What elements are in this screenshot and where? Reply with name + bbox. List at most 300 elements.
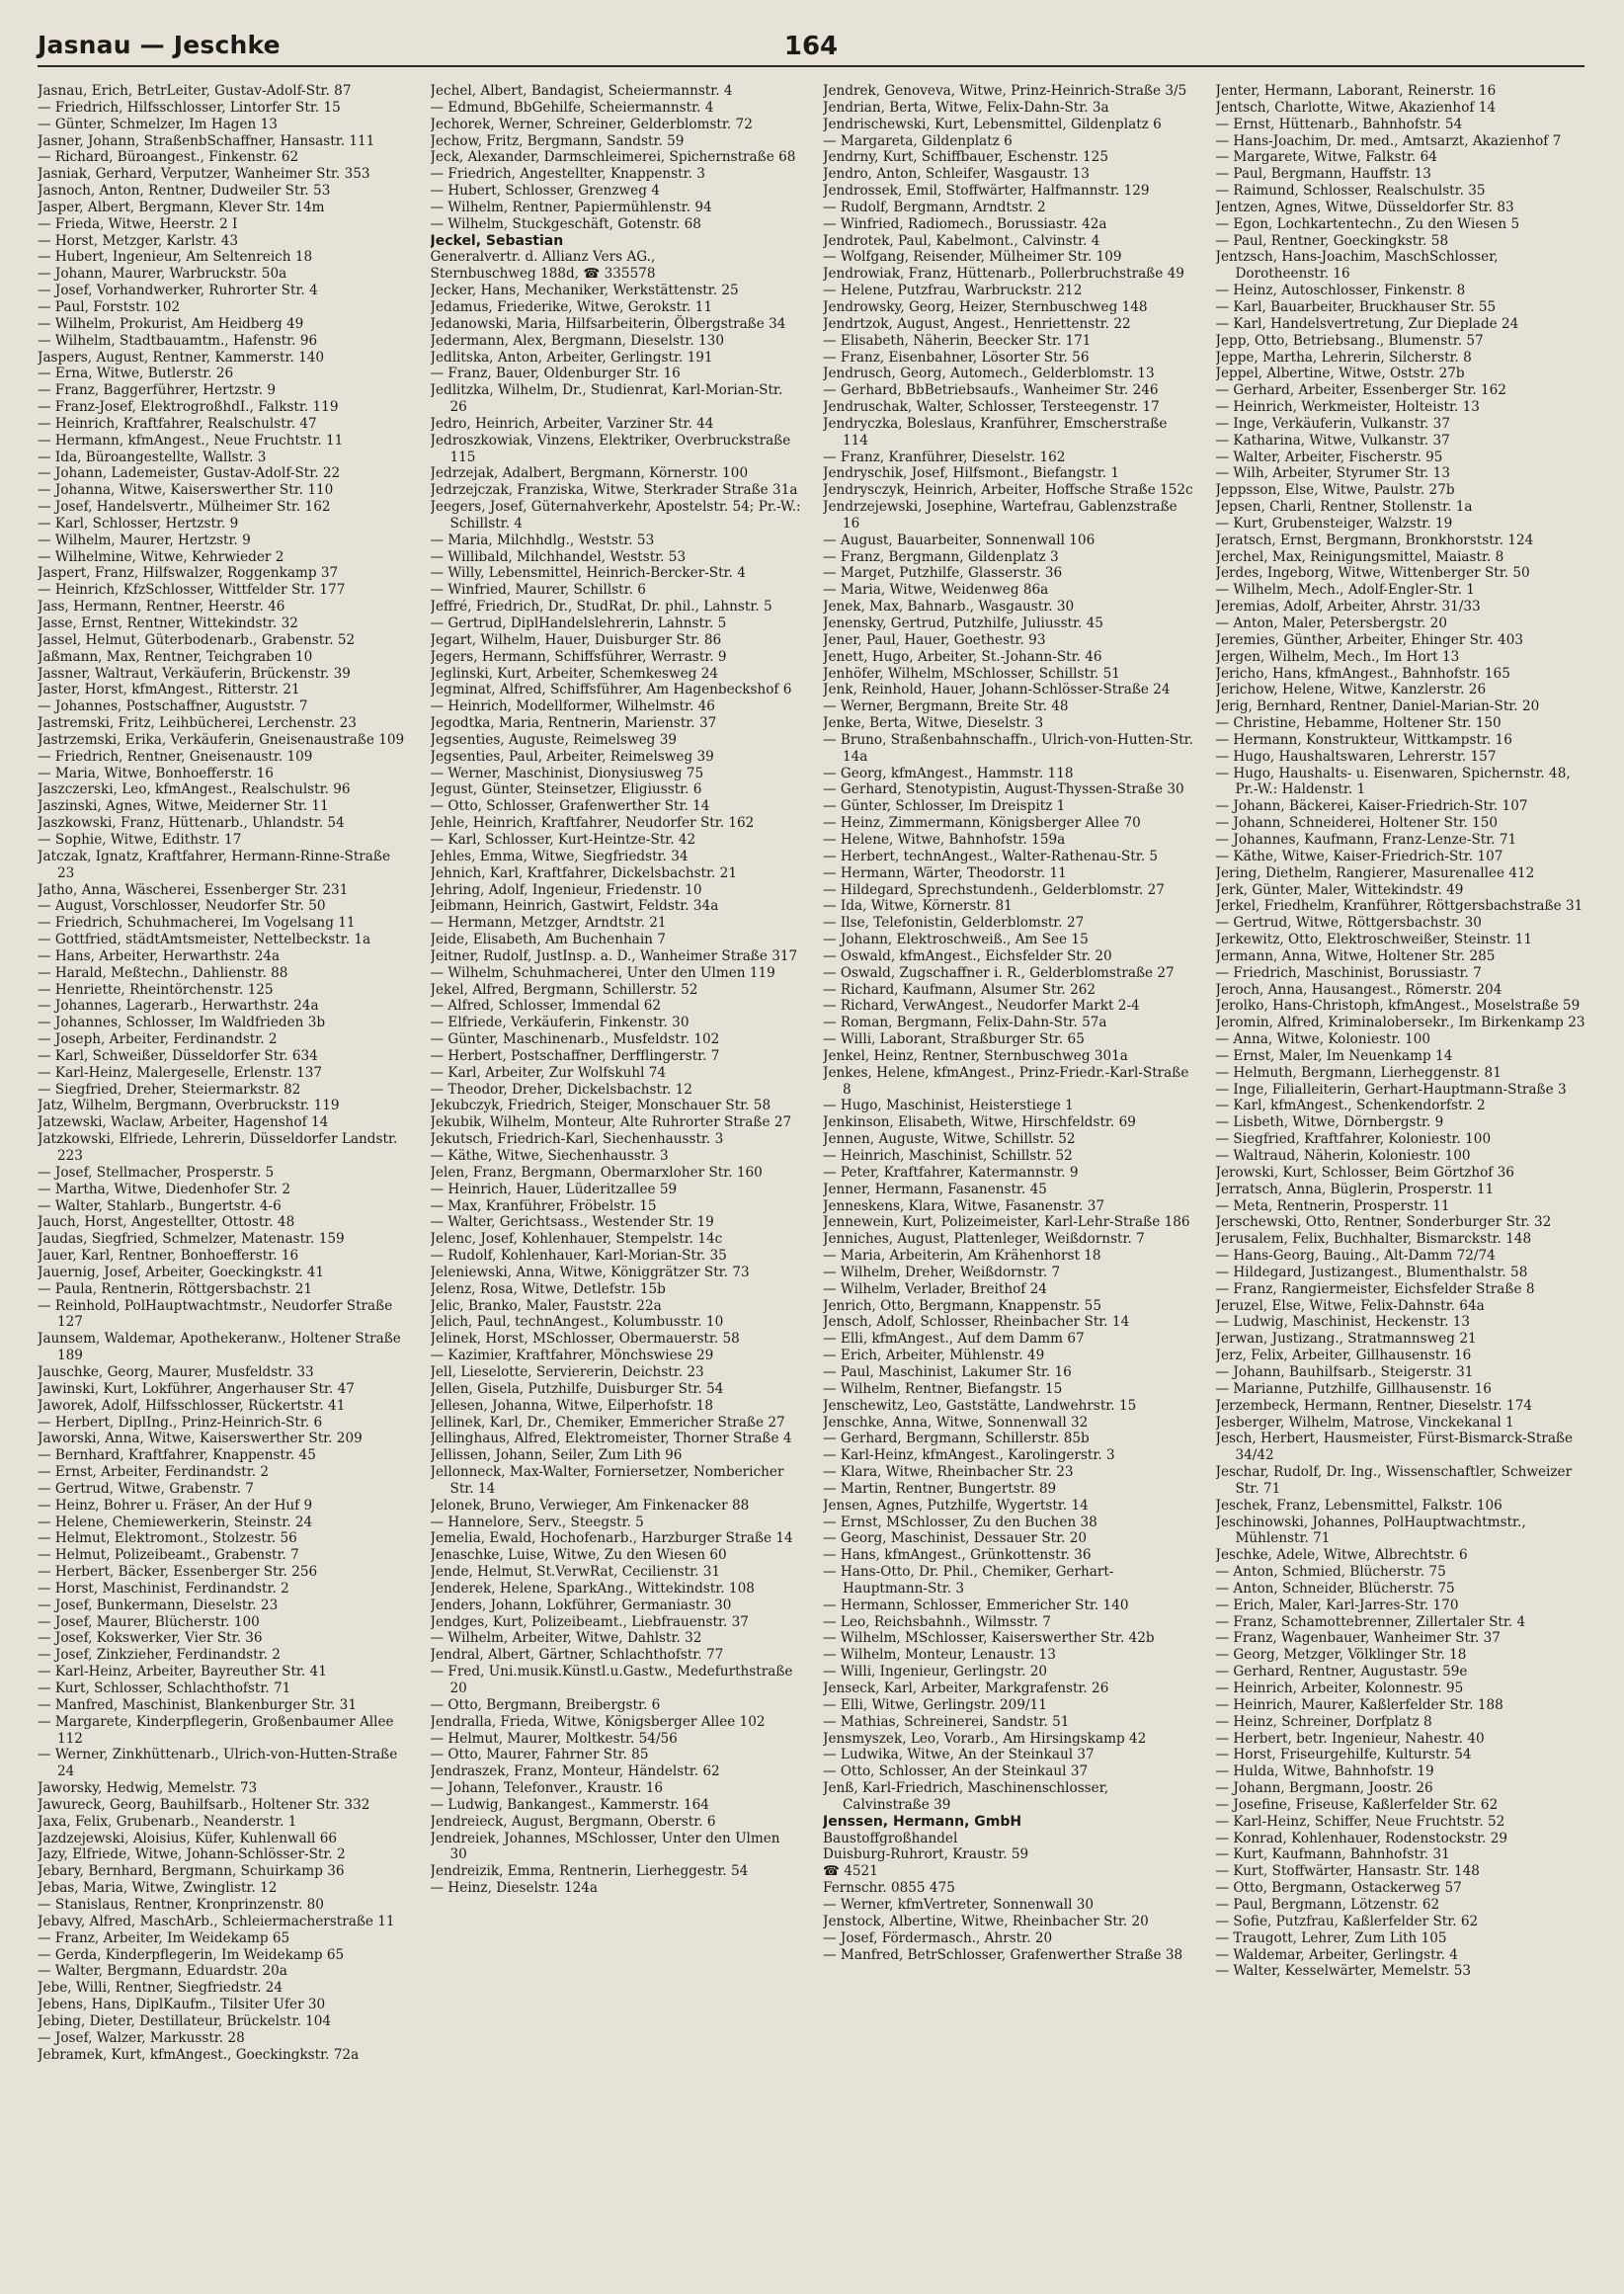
directory-entry: Jelenz, Rosa, Witwe, Detlefstr. 15b [430,1280,666,1297]
directory-entry: — Gerhard, Bergmann, Schillerstr. 85b [823,1431,1090,1447]
directory-entry: — Helmut, Polizeibeamt., Grabenstr. 7 [38,1547,299,1564]
directory-entry: Jehle, Heinrich, Kraftfahrer, Neudorfer Str. 162 [430,815,755,832]
directory-entry: Jendreizik, Emma, Rentnerin, Lierheggestr. 54 [430,1863,749,1880]
directory-entry: Jehnich, Karl, Kraftfahrer, Dickelsbachstr. 21 [430,864,737,881]
directory-entry: — Gerhard, Arbeiter, Essenberger Str. 162 [1215,382,1506,399]
directory-entry: — Paula, Rentnerin, Röttgersbachstr. 21 [38,1280,313,1297]
directory-entry: — Winfried, Maurer, Schillstr. 6 [430,582,646,599]
directory-entry: — Maria, Witwe, Bonhoefferstr. 16 [38,765,274,781]
directory-entry: Jatz, Wilhelm, Bergmann, Overbruckstr. 119 [38,1098,340,1114]
directory-entry: — Fred, Uni.musik.Künstl.u.Gastw., Medefurthstraße 20 [430,1664,793,1696]
directory-entry: Jendrischewski, Kurt, Lebensmittel, Gildenplatz 6 [823,116,1162,132]
directory-entry: Jehring, Adolf, Ingenieur, Friedenstr. 10 [430,881,702,898]
directory-entry: — Heinrich, Modellformer, Wilhelmstr. 46 [430,698,715,715]
directory-entry: Jeibmann, Heinrich, Gastwirt, Feldstr. 34a [430,898,719,915]
directory-entry: — Franz, Arbeiter, Im Weidekamp 65 [38,1929,290,1946]
directory-entry: — Werner, Maschinist, Dionysiusweg 75 [430,765,704,781]
directory-entry: Jenniches, August, Plattenleger, Weißdornstr. 7 [823,1231,1145,1248]
directory-entry: — Herbert, betr. Ingenieur, Nahestr. 40 [1215,1730,1485,1747]
directory-entry: — Wilhelm, Monteur, Lenaustr. 13 [823,1647,1056,1664]
directory-entry: Generalvertr. d. Allianz Vers AG., [430,249,656,266]
directory-entry: — Roman, Bergmann, Felix-Dahn-Str. 57a [823,1015,1107,1031]
directory-entry: — Inge, Verkäuferin, Vulkanstr. 37 [1215,415,1450,432]
directory-entry: Jensmyszek, Leo, Vorarb., Am Hirsingskamp 42 [823,1730,1147,1747]
directory-entry: Jekel, Alfred, Bergmann, Schillerstr. 52 [430,981,698,998]
directory-entry: — Gerda, Kinderpflegerin, Im Weidekamp 65 [38,1946,345,1963]
directory-entry: — Frieda, Witwe, Heerstr. 2 I [38,215,238,232]
directory-entry: — Franz, Bauer, Oldenburger Str. 16 [430,366,681,382]
directory-entry: Jerowski, Kurt, Schlosser, Beim Görtzhof 36 [1215,1164,1514,1181]
directory-entry: — Hermann, Konstrukteur, Wittkampstr. 16 [1215,731,1512,748]
directory-entry: Jedroszkowiak, Vinzens, Elektriker, Overbruckstraße 115 [430,432,791,465]
directory-entry: — Paul, Bergmann, Lötzenstr. 62 [1215,1896,1440,1913]
directory-entry: — Hermann, Wärter, Theodorstr. 11 [823,864,1067,881]
directory-entry: Jenneskens, Klara, Witwe, Fasanenstr. 37 [823,1197,1105,1214]
directory-entry: — Johann, Bergmann, Joostr. 26 [1215,1780,1433,1797]
directory-entry: — Raimund, Schlosser, Realschulstr. 35 [1215,183,1486,200]
directory-entry: — Heinz, Zimmermann, Königsberger Allee 70 [823,815,1141,832]
directory-entry: Jebens, Hans, DiplKaufm., Tilsiter Ufer 30 [38,1997,326,2013]
directory-entry: — Bruno, Straßenbahnschaffn., Ulrich-von-Hutten-Str. 14a [823,731,1193,765]
directory-entry: — Sofie, Putzfrau, Kaßlerfelder Str. 62 [1215,1913,1479,1929]
directory-entry: — Johannes, Kaufmann, Franz-Lenze-Str. 71 [1215,831,1517,848]
directory-entry: — Hannelore, Serv., Steegstr. 5 [430,1514,644,1530]
directory-entry: — Helene, Witwe, Bahnhofstr. 159a [823,831,1066,848]
directory-entry: — August, Bauarbeiter, Sonnenwall 106 [823,532,1096,548]
directory-entry: — Gerhard, BbBetriebsaufs., Wanheimer Str. 246 [823,382,1159,399]
directory-entry: — Josef, Handelsvertr., Mülheimer Str. 162 [38,499,331,516]
directory-entry: — Wilhelm, Verlader, Breithof 24 [823,1280,1047,1297]
directory-entry: — Hans, Arbeiter, Herwarthstr. 24a [38,947,281,964]
directory-entry: Jedlitzka, Wilhelm, Dr., Studienrat, Karl-Morian-Str. 26 [430,382,783,416]
directory-entry: — Georg, Metzger, Völklinger Str. 18 [1215,1647,1467,1664]
directory-entry: — Kurt, Stoffwärter, Hansastr. Str. 148 [1215,1863,1480,1880]
directory-entry: — Paul, Maschinist, Lakumer Str. 16 [823,1363,1072,1380]
directory-entry: — August, Vorschlosser, Neudorfer Str. 50 [38,898,326,915]
directory-entry: — Walter, Kesselwärter, Memelstr. 53 [1215,1963,1472,1980]
directory-entry: — Friedrich, Maschinist, Borussiastr. 7 [1215,964,1482,981]
directory-entry: — Edmund, BbGehilfe, Scheiermannstr. 4 [430,99,714,116]
directory-entry: — Franz, Wagenbauer, Wanheimer Str. 37 [1215,1630,1501,1647]
directory-entry: Jenkinson, Elisabeth, Witwe, Hirschfeldstr. 69 [823,1114,1136,1131]
directory-entry: — Franz, Baggerführer, Hertzstr. 9 [38,382,277,399]
directory-entry: — Werner, Zinkhüttenarb., Ulrich-von-Hutten-Straße 24 [38,1747,398,1780]
directory-entry: — Maria, Milchhdlg., Weststr. 53 [430,532,655,548]
directory-entry: — Oswald, kfmAngest., Eichsfelder Str. 20 [823,947,1112,964]
directory-entry: — Josef, Fördermasch., Ahrstr. 20 [823,1929,1053,1946]
directory-entry: — Meta, Rentnerin, Prosperstr. 11 [1215,1197,1450,1214]
directory-entry: — Richard, VerwAngest., Neudorfer Markt 2-4 [823,998,1140,1015]
directory-entry: Jendreieck, August, Bergmann, Oberstr. 6 [430,1813,716,1830]
directory-entry: — Willi, Laborant, Straßburger Str. 65 [823,1031,1085,1048]
directory-entry: ☎ 4521 [823,1863,878,1880]
directory-entry: Jenter, Hermann, Laborant, Reinerstr. 16 [1215,83,1497,99]
directory-entry: — Josef, Stellmacher, Prosperstr. 5 [38,1164,275,1181]
directory-entry: Jellinghaus, Alfred, Elektromeister, Thorner Straße 4 [430,1431,792,1447]
directory-entry: Jebas, Maria, Witwe, Zwinglistr. 12 [38,1880,278,1897]
directory-entry: Jerichow, Helene, Witwe, Kanzlerstr. 26 [1215,682,1487,698]
directory-entry: Jenke, Berta, Witwe, Dieselstr. 3 [823,715,1044,732]
directory-entry: Jeegers, Josef, Güternahverkehr, Apostelstr. 54; Pr.-W.: Schillstr. 4 [430,499,801,532]
directory-entry: — Horst, Metzger, Karlstr. 43 [38,232,239,249]
directory-entry: Jelen, Franz, Bergmann, Obermarxloher Str. 160 [430,1164,763,1181]
directory-entry: — Ernst, Arbeiter, Ferdinandstr. 2 [38,1464,270,1481]
directory-entry: — Erich, Arbeiter, Mühlenstr. 49 [823,1348,1045,1364]
directory-entry: Jastremski, Fritz, Leihbücherei, Lerchenstr. 23 [38,715,357,732]
directory-entry: Jendrtzok, August, Angest., Henriettenstr. 22 [823,315,1131,332]
directory-entry: Jergen, Wilhelm, Mech., Im Hort 13 [1215,648,1460,665]
directory-entry: — Sophie, Witwe, Edithstr. 17 [38,831,242,848]
directory-entry: — Wilhelm, MSchlosser, Kaiserswerther Str. 42b [823,1630,1155,1647]
directory-entry: Jaßmann, Max, Rentner, Teichgraben 10 [38,648,313,665]
directory-entry: — Helmuth, Bergmann, Lierheggenstr. 81 [1215,1064,1502,1081]
directory-entry: — Otto, Bergmann, Ostackerweg 57 [1215,1880,1462,1897]
directory-entry: — Josef, Maurer, Blücherstr. 100 [38,1613,260,1630]
directory-entry: Jazdzejewski, Aloisius, Küfer, Kuhlenwall 66 [38,1830,338,1846]
directory-entry: — Stanislaus, Rentner, Kronprinzenstr. 80 [38,1896,324,1913]
directory-entry: — Helene, Putzfrau, Warbruckstr. 212 [823,283,1083,299]
directory-entry: Jenensky, Gertrud, Putzhilfe, Juliusstr. 45 [823,615,1103,631]
directory-entry: — Richard, Büroangest., Finkenstr. 62 [38,149,299,166]
directory-entry: — Wilhelm, Rentner, Papiermühlenstr. 94 [430,199,712,215]
directory-entry: — Hildegard, Sprechstundenh., Gelderblomstr. 27 [823,881,1165,898]
directory-entry: — Konrad, Kohlenhauer, Rodenstockstr. 29 [1215,1830,1508,1846]
directory-entry: Jaspert, Franz, Hilfswalzer, Roggenkamp 37 [38,565,339,582]
directory-entry: Jenhöfer, Wilhelm, MSchlosser, Schillstr. 51 [823,665,1120,682]
directory-entry: — Willi, Ingenieur, Gerlingstr. 20 [823,1664,1048,1680]
directory-entry: — Harald, Meßtechn., Dahlienstr. 88 [38,964,288,981]
directory-columns [38,83,1586,2276]
directory-entry: — Wilhelm, Maurer, Hertzstr. 9 [38,532,251,548]
directory-entry: — Marianne, Putzhilfe, Gillhausenstr. 16 [1215,1380,1492,1397]
directory-entry: Jeglinski, Kurt, Arbeiter, Schemkesweg 24 [430,665,719,682]
directory-entry: Jedermann, Alex, Bergmann, Dieselstr. 130 [430,332,724,349]
directory-entry: — Franz-Josef, ElektrogroßhdI., Falkstr. 119 [38,399,339,416]
directory-entry: — Wilh, Arbeiter, Styrumer Str. 13 [1215,465,1450,482]
directory-entry: — Walter, Gerichtsass., Westender Str. 19 [430,1214,714,1231]
column-4 [1216,83,1587,2276]
directory-entry: — Leo, Reichsbahnh., Wilmsstr. 7 [823,1613,1051,1630]
directory-entry: — Erich, Maler, Karl-Jarres-Str. 170 [1215,1597,1459,1613]
directory-entry: Jericho, Hans, kfmAngest., Bahnhofstr. 165 [1215,665,1510,682]
directory-entry: Jawureck, Georg, Bauhilfsarb., Holtener Str. 332 [38,1796,370,1813]
directory-entry: — Heinrich, Maschinist, Schillstr. 52 [823,1148,1073,1164]
directory-entry: Jendro, Anton, Schleifer, Wasgaustr. 13 [823,166,1090,183]
directory-entry: — Reinhold, PolHauptwachtmstr., Neudorfer Straße 127 [38,1297,393,1331]
directory-entry: — Horst, Friseurgehilfe, Kulturstr. 54 [1215,1747,1472,1763]
directory-entry: — Günter, Maschinenarb., Musfeldstr. 102 [430,1031,720,1048]
directory-entry: Jerwan, Justizang., Stratmannsweg 21 [1215,1331,1477,1348]
directory-entry: Jeremias, Adolf, Arbeiter, Ahrstr. 31/33 [1215,599,1481,615]
column-1 [38,83,409,2276]
directory-entry: Jauernig, Josef, Arbeiter, Goeckingkstr. 41 [38,1264,325,1280]
directory-entry: Jass, Hermann, Rentner, Heerstr. 46 [38,599,285,615]
directory-entry: — Georg, kfmAngest., Hammstr. 118 [823,765,1074,781]
directory-entry: Jedamus, Friederike, Witwe, Gerokstr. 11 [430,298,712,315]
directory-entry: — Paul, Bergmann, Hauffstr. 13 [1215,166,1431,183]
directory-entry: — Karl-Heinz, Schiffer, Neue Fruchtstr. 52 [1215,1813,1505,1830]
directory-entry: Jeleniewski, Anna, Witwe, Königgrätzer Str. 73 [430,1264,750,1280]
directory-entry: Jedrzejak, Adalbert, Bergmann, Körnerstr. 100 [430,465,749,482]
directory-entry: Jedlitska, Anton, Arbeiter, Gerlingstr. 191 [430,349,713,366]
directory-entry: — Ernst, Maler, Im Neuenkamp 14 [1215,1047,1453,1064]
directory-entry: — Heinrich, Maurer, Kaßlerfelder Str. 188 [1215,1696,1503,1713]
directory-entry: Jeschek, Franz, Lebensmittel, Falkstr. 106 [1215,1497,1502,1514]
directory-entry: Jaworski, Anna, Witwe, Kaiserswerther Str. 209 [38,1431,363,1447]
directory-entry: Jende, Helmut, St.VerwRat, Cecilienstr. 31 [430,1564,721,1581]
directory-entry: Jerkewitz, Otto, Elektroschweißer, Steinstr. 11 [1215,932,1533,948]
directory-entry: Jegminat, Alfred, Schiffsführer, Am Hagenbeckshof 6 [430,682,792,698]
directory-entry: Jeruzel, Else, Witwe, Felix-Dahnstr. 64a [1215,1297,1485,1314]
directory-entry: Jendrowiak, Franz, Hüttenarb., Pollerbruchstraße 49 [823,266,1184,283]
directory-entry: — Christine, Hebamme, Holtener Str. 150 [1215,715,1502,732]
directory-entry: Jaworek, Adolf, Hilfsschlosser, Rückertstr. 41 [38,1397,346,1414]
directory-entry: — Heinrich, Arbeiter, Kolonnestr. 95 [1215,1680,1464,1696]
directory-entry: Jatzkowski, Elfriede, Lehrerin, Düsseldorfer Landstr. 223 [38,1131,398,1164]
directory-entry: — Josef, Walzer, Markusstr. 28 [38,2029,245,2046]
directory-entry: — Ida, Witwe, Körnerstr. 81 [823,898,1013,915]
directory-entry: Jeide, Elisabeth, Am Buchenhain 7 [430,932,666,948]
directory-entry: — Ludwig, Maschinist, Heckenstr. 13 [1215,1314,1471,1331]
directory-entry: Jermann, Anna, Witwe, Holtener Str. 285 [1215,947,1496,964]
directory-entry: — Helmut, Elektromont., Stolzestr. 56 [38,1530,297,1547]
directory-entry: Jentsch, Charlotte, Witwe, Akazienhof 14 [1215,99,1497,116]
directory-entry: — Rudolf, Bergmann, Arndtstr. 2 [823,199,1046,215]
column-3 [823,83,1194,2276]
directory-entry: Jellinek, Karl, Dr., Chemiker, Emmericher Straße 27 [430,1414,785,1431]
directory-entry: Jaszczerski, Leo, kfmAngest., Realschulstr. 96 [38,781,351,798]
directory-entry: Jeromin, Alfred, Kriminalobersekr., Im Birkenkamp 23 [1215,1015,1585,1031]
directory-entry: — Kazimier, Kraftfahrer, Mönchswiese 29 [430,1348,714,1364]
directory-entry: — Hans-Joachim, Dr. med., Amtsarzt, Akazienhof 7 [1215,132,1562,149]
directory-entry: Jebing, Dieter, Destillateur, Brückelstr. 104 [38,2012,332,2029]
directory-entry: Jedrzejczak, Franziska, Witwe, Sterkrader Straße 31a [430,482,798,499]
directory-entry: Jenssen, Hermann, GmbH [823,1813,1022,1830]
directory-entry: Jekubczyk, Friedrich, Steiger, Monschauer Str. 58 [430,1098,771,1114]
directory-entry: Jasper, Albert, Bergmann, Klever Str. 14m [38,199,325,215]
directory-entry: Jenk, Reinhold, Hauer, Johann-Schlösser-Straße 24 [823,682,1171,698]
directory-entry: Jener, Paul, Hauer, Goethestr. 93 [823,631,1046,648]
directory-entry: — Josef, Vorhandwerker, Ruhrorter Str. 4 [38,283,318,299]
directory-entry: Jelinek, Horst, MSchlosser, Obermauerstr. 58 [430,1331,740,1348]
directory-entry: — Theodor, Dreher, Dickelsbachstr. 12 [430,1081,692,1098]
directory-entry: — Karl-Heinz, kfmAngest., Karolingerstr. 3 [823,1447,1115,1464]
directory-entry: Jemelia, Ewald, Hochofenarb., Harzburger Straße 14 [430,1530,793,1547]
directory-entry: — Wilhelm, Stuckgeschäft, Gotenstr. 68 [430,215,701,232]
directory-entry: Jegust, Günter, Steinsetzer, Eligiusstr. 6 [430,781,702,798]
directory-entry: — Johanna, Witwe, Kaiserswerther Str. 110 [38,482,334,499]
directory-entry: Jendrek, Genoveva, Witwe, Prinz-Heinrich-Straße 3/5 [823,83,1187,99]
directory-entry: — Winfried, Radiomech., Borussiastr. 42a [823,215,1107,232]
directory-entry: — Walter, Bergmann, Eduardstr. 20a [38,1963,287,1980]
directory-entry: — Helmut, Maurer, Moltkestr. 54/56 [430,1730,678,1747]
directory-entry: Jaspers, August, Rentner, Kammerstr. 140 [38,349,325,366]
page-number: 164 [783,32,839,61]
directory-entry: Jesch, Herbert, Hausmeister, Fürst-Bismarck-Straße 34/42 [1215,1431,1574,1464]
directory-entry: Jendges, Kurt, Polizeibeamt., Liebfrauenstr. 37 [430,1613,749,1630]
directory-entry: Jaunsem, Waldemar, Apothekeranw., Holtener Straße 189 [38,1331,401,1364]
directory-entry: — Anna, Witwe, Koloniestr. 100 [1215,1031,1431,1048]
directory-entry: — Rudolf, Kohlenhauer, Karl-Morian-Str. 35 [430,1248,727,1265]
directory-entry: — Franz, Kranführer, Dieselstr. 162 [823,449,1066,465]
directory-entry: Jekubik, Wilhelm, Monteur, Alte Ruhrorter Straße 27 [430,1114,792,1131]
directory-entry: Jebavy, Alfred, MaschArb., Schleiermacherstraße 11 [38,1913,395,1929]
directory-entry: Jentzsch, Hans-Joachim, MaschSchlosser, Dorotheenstr. 16 [1215,249,1499,283]
directory-entry: — Ludwika, Witwe, An der Steinkaul 37 [823,1747,1095,1763]
directory-entry: — Heinrich, Werkmeister, Holteistr. 13 [1215,399,1480,416]
directory-entry: Fernschr. 0855 475 [823,1880,955,1897]
directory-entry: Jenner, Hermann, Fasanenstr. 45 [823,1181,1047,1197]
directory-entry: Jebary, Bernhard, Bergmann, Schuirkamp 36 [38,1863,345,1880]
directory-entry: — Josef, Kokswerker, Vier Str. 36 [38,1630,263,1647]
directory-entry: — Hans, kfmAngest., Grünkottenstr. 36 [823,1547,1092,1564]
directory-entry: Jerig, Bernhard, Rentner, Daniel-Marian-Str. 20 [1215,698,1540,715]
directory-entry: — Walter, Arbeiter, Fischerstr. 95 [1215,449,1443,465]
directory-entry: Jesberger, Wilhelm, Matrose, Vinckekanal 1 [1215,1414,1514,1431]
directory-entry: Jastrzemski, Erika, Verkäuferin, Gneisenaustraße 109 [38,731,405,748]
directory-entry: Jenders, Johann, Lokführer, Germaniastr. 30 [430,1597,732,1613]
directory-entry: — Gerhard, Rentner, Augustastr. 59e [1215,1664,1468,1680]
directory-entry: — Johannes, Postschaffner, Auguststr. 7 [38,698,308,715]
directory-entry: — Wilhelm, Rentner, Biefangstr. 15 [823,1380,1063,1397]
directory-entry: — Günter, Schmelzer, Im Hagen 13 [38,116,278,132]
directory-entry: — Margareta, Gildenplatz 6 [823,132,1013,149]
directory-entry: Jendralla, Frieda, Witwe, Königsberger Allee 102 [430,1713,766,1730]
directory-entry: — Elisabeth, Näherin, Beecker Str. 171 [823,332,1092,349]
directory-entry: — Lisbeth, Witwe, Dörnbergstr. 9 [1215,1114,1444,1131]
directory-entry: — Siegfried, Dreher, Steiermarkstr. 82 [38,1081,301,1098]
directory-entry: — Hildegard, Justizangest., Blumenthalstr. 58 [1215,1264,1528,1280]
directory-entry: — Johann, Maurer, Warbruckstr. 50a [38,266,287,283]
directory-entry: — Elli, kfmAngest., Auf dem Damm 67 [823,1331,1085,1348]
directory-entry: — Manfred, Maschinist, Blankenburger Str. 31 [38,1696,357,1713]
directory-entry: — Josefine, Friseuse, Kaßlerfelder Str. 62 [1215,1796,1499,1813]
directory-entry: Jatczak, Ignatz, Kraftfahrer, Hermann-Rinne-Straße 23 [38,848,391,881]
directory-entry: — Johann, Elektroschweiß., Am See 15 [823,932,1089,948]
directory-entry: — Karl-Heinz, Arbeiter, Bayreuther Str. 41 [38,1664,327,1680]
directory-entry: Jerschewski, Otto, Rentner, Sonderburger Str. 32 [1215,1214,1552,1231]
directory-entry: — Walter, Stahlarb., Bungertstr. 4-6 [38,1197,282,1214]
directory-entry: — Maria, Arbeiterin, Am Krähenhorst 18 [823,1248,1101,1265]
directory-entry: — Karl, Bauarbeiter, Bruckhauser Str. 55 [1215,298,1497,315]
directory-entry: — Franz, Bergmann, Gildenplatz 3 [823,548,1059,565]
directory-entry: — Karl, Arbeiter, Zur Wolfskuhl 74 [430,1064,667,1081]
directory-entry: Jegers, Hermann, Schiffsführer, Werrastr. 9 [430,648,727,665]
directory-entry: Jaworsky, Hedwig, Memelstr. 73 [38,1780,258,1797]
directory-entry: Jendrny, Kurt, Schiffbauer, Eschenstr. 125 [823,149,1108,166]
directory-entry: — Waldemar, Arbeiter, Gerlingstr. 4 [1215,1946,1458,1963]
directory-entry: — Paul, Forststr. 102 [38,298,181,315]
directory-entry: Sternbuschweg 188d, ☎ 335578 [430,266,656,283]
directory-entry: — Franz, Rangiermeister, Eichsfelder Straße 8 [1215,1280,1535,1297]
directory-entry: — Werner, kfmVertreter, Sonnenwall 30 [823,1896,1095,1913]
directory-entry: — Heinrich, Kraftfahrer, Realschulstr. 47 [38,415,317,432]
directory-entry: — Paul, Rentner, Goeckingkstr. 58 [1215,232,1449,249]
directory-entry: Jendrzejewski, Josephine, Wartefrau, Gablenzstraße 16 [823,499,1177,532]
directory-entry: Jendreiek, Johannes, MSchlosser, Unter den Ulmen 30 [430,1830,780,1863]
directory-entry: Jatho, Anna, Wäscherei, Essenberger Str. 231 [38,881,349,898]
directory-entry: Jellonneck, Max-Walter, Forniersetzer, Nombericher Str. 14 [430,1464,784,1497]
directory-entry: Jasner, Johann, StraßenbSchaffner, Hansastr. 111 [38,132,375,149]
directory-entry: — Ludwig, Bankangest., Kammerstr. 164 [430,1796,709,1813]
directory-entry: — Josef, Bunkermann, Dieselstr. 23 [38,1597,279,1613]
directory-entry: — Gerhard, Stenotypistin, August-Thyssen-Straße 30 [823,781,1184,798]
directory-entry: — Heinz, Schreiner, Dorfplatz 8 [1215,1713,1432,1730]
directory-entry: — Ernst, Hüttenarb., Bahnhofstr. 54 [1215,116,1463,132]
directory-entry: Jenschewitz, Leo, Gaststätte, Landwehrstr. 15 [823,1397,1137,1414]
directory-entry: Jendryschik, Josef, Hilfsmont., Biefangstr. 1 [823,465,1120,482]
directory-entry: Jerkel, Friedhelm, Kranführer, Röttgersbachstraße 31 [1215,898,1583,915]
directory-entry: Jedanowski, Maria, Hilfsarbeiterin, Ölbergstraße 34 [430,315,786,332]
directory-entry: Jenek, Max, Bahnarb., Wasgaustr. 30 [823,599,1075,615]
directory-entry: Jellesen, Johanna, Witwe, Eilperhofstr. 18 [430,1397,713,1414]
directory-entry: Jendrowsky, Georg, Heizer, Sternbuschweg 148 [823,298,1148,315]
directory-entry: Jendraszek, Franz, Monteur, Händelstr. 62 [430,1763,720,1780]
directory-entry: Jeitner, Rudolf, JustInsp. a. D., Wanheimer Straße 317 [430,947,798,964]
directory-entry: — Hulda, Witwe, Bahnhofstr. 19 [1215,1763,1434,1780]
directory-entry: Jenseck, Karl, Arbeiter, Markgrafenstr. 26 [823,1680,1109,1696]
directory-entry: — Otto, Maurer, Fahrner Str. 85 [430,1747,649,1763]
directory-entry: — Wilhelm, Schuhmacherei, Unter den Ulmen 119 [430,964,775,981]
directory-entry: — Helene, Chemiewerkerin, Steinstr. 24 [38,1514,313,1530]
directory-entry: — Anton, Maler, Petersbergstr. 20 [1215,615,1447,631]
directory-entry: — Karl, Handelsvertretung, Zur Dieplade 24 [1215,315,1519,332]
directory-entry: Jeschinowski, Johannes, PolHauptwachtmstr., Mühlenstr. 71 [1215,1514,1526,1547]
directory-entry: Jasnau, Erich, BetrLeiter, Gustav-Adolf-Str. 87 [38,83,352,99]
directory-entry: — Herbert, DiplIng., Prinz-Heinrich-Str. 6 [38,1414,323,1431]
directory-entry: — Willibald, Milchhandel, Weststr. 53 [430,548,687,565]
directory-entry: Jerusalem, Felix, Buchhalter, Bismarckstr. 148 [1215,1231,1532,1248]
directory-entry: — Oswald, Zugschaffner i. R., Gelderblomstraße 27 [823,964,1175,981]
directory-entry: — Richard, Kaufmann, Alsumer Str. 262 [823,981,1096,998]
directory-entry: — Karl, Schlosser, Kurt-Heintze-Str. 42 [430,831,696,848]
directory-entry: Jellen, Gisela, Putzhilfe, Duisburger Str. 54 [430,1380,724,1397]
directory-entry: — Johann, Telefonver., Kraustr. 16 [430,1780,664,1797]
directory-entry: Jeppe, Martha, Lehrerin, Silcherstr. 8 [1215,349,1472,366]
directory-entry: — Friedrich, Schuhmacherei, Im Vogelsang 11 [38,915,356,932]
directory-entry: Jegsenties, Paul, Arbeiter, Reimelsweg 39 [430,748,714,765]
directory-entry: Jawinski, Kurt, Lokführer, Angerhauser Str. 47 [38,1380,355,1397]
directory-entry: — Gertrud, DiplHandelslehrerin, Lahnstr. 5 [430,615,727,631]
directory-entry: Jechorek, Werner, Schreiner, Gelderblomstr. 72 [430,116,753,132]
directory-entry: — Alfred, Schlosser, Immendal 62 [430,998,662,1015]
directory-entry: — Margarete, Kinderpflegerin, Großenbaumer Allee 112 [38,1713,394,1747]
directory-entry: — Hermann, Schlosser, Emmericher Str. 140 [823,1597,1129,1613]
directory-entry: — Wilhelm, Prokurist, Am Heidberg 49 [38,315,304,332]
directory-entry: — Kurt, Kaufmann, Bahnhofstr. 31 [1215,1846,1450,1863]
directory-entry: — Otto, Schlosser, An der Steinkaul 37 [823,1763,1089,1780]
directory-entry: — Gertrud, Witwe, Grabenstr. 7 [38,1480,254,1497]
directory-entry: Jebramek, Kurt, kfmAngest., Goeckingkstr. 72a [38,2046,360,2063]
directory-entry: Jellissen, Johann, Seiler, Zum Lith 96 [430,1447,683,1464]
directory-entry: — Johann, Lademeister, Gustav-Adolf-Str. 22 [38,465,341,482]
directory-entry: Baustoffgroßhandel [823,1830,958,1846]
directory-entry: — Herbert, Postschaffner, Derfflingerstr. 7 [430,1047,720,1064]
directory-entry: Jassner, Waltraut, Verkäuferin, Brückenstr. 39 [38,665,351,682]
directory-entry: Jeppsson, Else, Witwe, Paulstr. 27b [1215,482,1455,499]
directory-entry: — Klara, Witwe, Rheinbacher Str. 23 [823,1464,1074,1481]
directory-entry: Jasnoch, Anton, Rentner, Dudweiler Str. 53 [38,183,331,200]
directory-entry: Jenß, Karl-Friedrich, Maschinenschlosser, Calvinstraße 39 [823,1780,1109,1813]
directory-entry: — Johann, Schneiderei, Holtener Str. 150 [1215,815,1499,832]
directory-entry: Jebe, Willi, Rentner, Siegfriedstr. 24 [38,1980,284,1997]
directory-entry: Jendryczka, Boleslaus, Kranführer, Emscherstraße 114 [823,415,1168,449]
directory-entry: — Karl-Heinz, Malergeselle, Erlenstr. 137 [38,1064,323,1081]
directory-entry: Jell, Lieselotte, Serviererin, Deichstr. 23 [430,1363,704,1380]
directory-entry: — Anton, Schmied, Blücherstr. 75 [1215,1564,1446,1581]
directory-entry: — Mathias, Schreinerei, Sandstr. 51 [823,1713,1070,1730]
directory-entry: — Katharina, Witwe, Vulkanstr. 37 [1215,432,1450,449]
